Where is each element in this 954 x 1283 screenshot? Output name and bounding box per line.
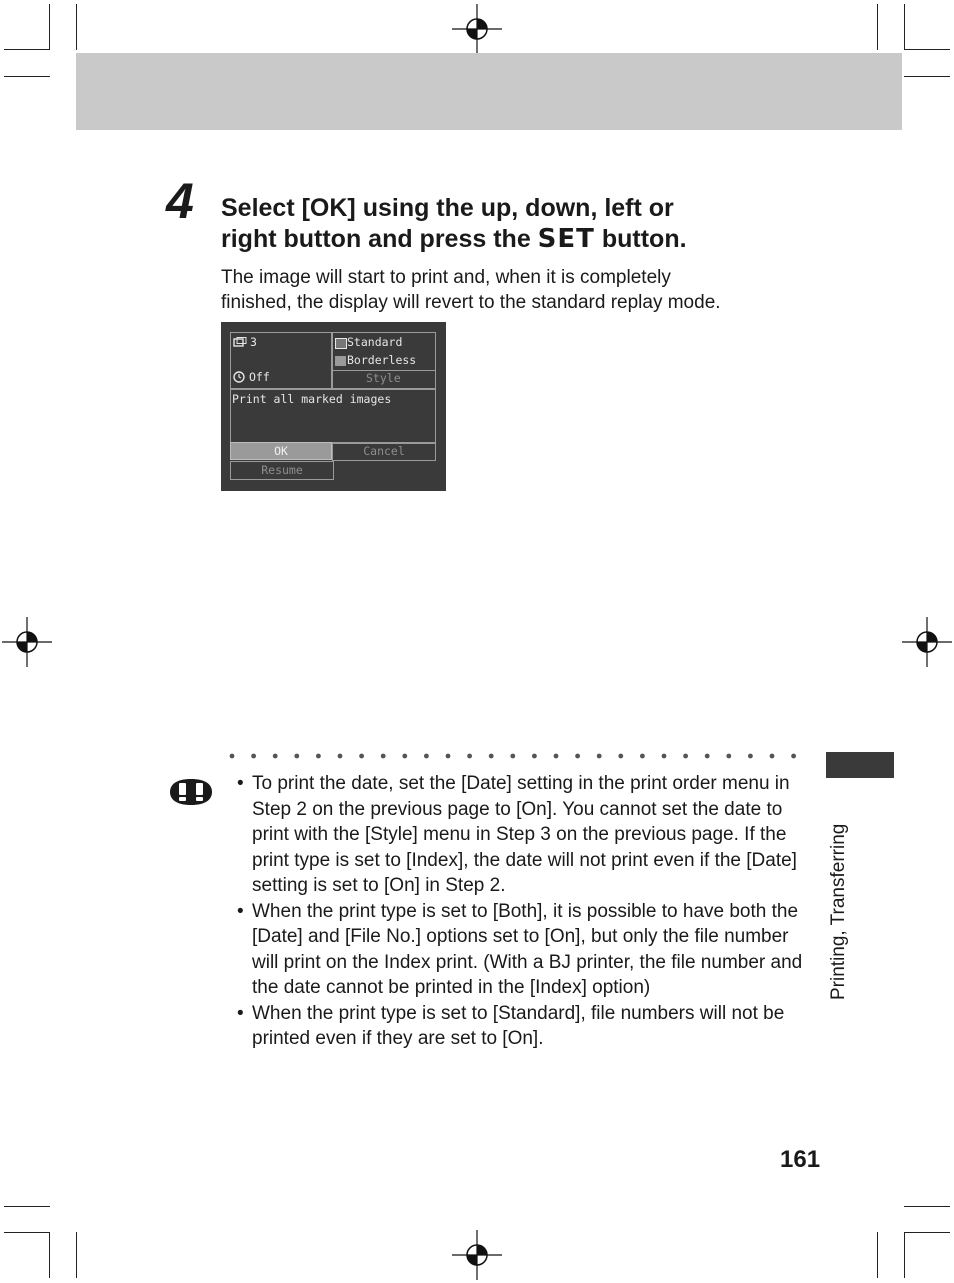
standard-option-icon — [335, 338, 347, 349]
crop-mark — [904, 76, 950, 77]
borderless-option-icon — [335, 356, 346, 366]
date-value: Off — [249, 370, 270, 384]
step-number: 4 — [166, 173, 192, 229]
crop-mark — [4, 49, 50, 50]
crop-mark — [877, 4, 878, 50]
cancel-button-label: Cancel — [363, 444, 405, 458]
style-tab-label: Style — [366, 371, 401, 385]
crop-mark — [4, 76, 50, 77]
caution-notes — [234, 771, 809, 1052]
copies-value: 3 — [250, 335, 257, 349]
page-number: 161 — [780, 1146, 821, 1173]
step-title-prefix: right button and press the — [221, 225, 538, 253]
crop-mark — [76, 1232, 77, 1278]
bullet: • — [237, 1002, 244, 1024]
step-description — [221, 265, 821, 315]
crop-mark — [4, 1232, 50, 1233]
header-band — [76, 53, 902, 130]
bullet: • — [237, 900, 244, 922]
step-title-suffix: button. — [594, 225, 687, 253]
resume-button[interactable] — [230, 461, 334, 480]
dotted-divider — [228, 752, 808, 760]
print-message: Print all marked images — [232, 392, 392, 406]
crop-mark — [76, 4, 77, 50]
registration-mark-top — [452, 4, 502, 54]
set-button-label: SET — [537, 224, 595, 254]
style-option-standard: Standard — [347, 335, 403, 349]
crop-mark — [4, 1206, 50, 1207]
cancel-button[interactable] — [332, 442, 436, 461]
caution-note-text: When the print type is set to [Standard], file numbers will not be printed even if they are set to [On]. — [252, 1002, 785, 1049]
registration-mark-left — [2, 617, 52, 667]
date-icon — [233, 371, 245, 383]
registration-mark-right — [902, 617, 952, 667]
step-title — [221, 193, 821, 255]
caution-icon — [168, 778, 214, 806]
crop-mark — [904, 1232, 905, 1278]
section-tab — [826, 752, 894, 778]
resume-button-label: Resume — [261, 463, 303, 477]
crop-mark — [904, 1206, 950, 1207]
caution-note-text: When the print type is set to [Both], it is possible to have both the [Date] and [File No.] options set to [On], but only the file number will print on the Index print. (With a BJ printer, the file number and the date cannot be printed in the [Index] option) — [252, 900, 803, 998]
crop-mark — [904, 49, 950, 50]
camera-screen — [221, 322, 446, 491]
style-option-borderless: Borderless — [347, 353, 417, 367]
caution-note — [234, 771, 809, 899]
step-description-line-2: finished, the display will revert to the standard replay mode. — [221, 292, 721, 313]
caution-note — [234, 899, 809, 1001]
crop-mark — [49, 1232, 50, 1278]
caution-note — [234, 1001, 809, 1052]
crop-mark — [904, 1232, 950, 1233]
section-label: Printing, Transferring — [828, 823, 849, 1000]
step-description-line-1: The image will start to print and, when it is completely — [221, 267, 671, 288]
ok-button[interactable] — [230, 442, 332, 460]
crop-mark — [877, 1232, 878, 1278]
ok-button-label: OK — [274, 444, 288, 458]
registration-mark-bottom — [452, 1230, 502, 1280]
print-copies-icon — [233, 337, 247, 347]
step-title-line-1: Select [OK] using the up, down, left or — [221, 194, 674, 222]
crop-mark — [904, 4, 905, 50]
step-title-line-2 — [221, 224, 821, 255]
caution-note-text: To print the date, set the [Date] setting in the print order menu in Step 2 on the previous page to [On]. You cannot set the date to print with the [Style] menu in Step 3 on the previous page. If the print type is set to [Index], the date will not print even if the [Date] setting is set to [On] in Step 2. — [252, 773, 797, 896]
crop-mark — [49, 4, 50, 50]
bullet: • — [237, 773, 244, 794]
